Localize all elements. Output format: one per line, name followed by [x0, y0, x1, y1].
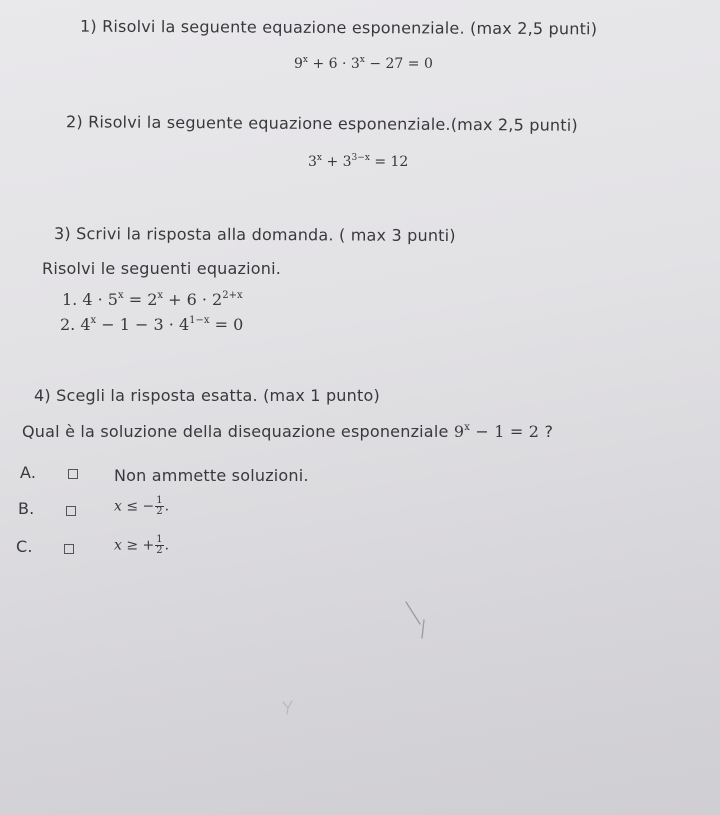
pencil-mark	[280, 698, 296, 718]
option-c-expression: x ≥ + $\frac{1}{2}$ .	[114, 534, 170, 556]
option-a-checkbox[interactable]	[68, 469, 78, 479]
question-2-heading: 2) Risolvi la seguente equazione esponenziale.(max 2,5 punti)	[65, 112, 578, 135]
question-1-heading: 1) Risolvi la seguente equazione esponenziale. (max 2,5 punti)	[79, 16, 598, 39]
option-a-text: Non ammette soluzioni.	[114, 466, 309, 485]
question-2-equation: $3^x + 3^{3-x} = 12$	[308, 153, 409, 170]
option-c-letter: C.	[16, 537, 33, 556]
option-c-checkbox[interactable]	[64, 544, 74, 554]
option-b-expression: x ≤ − $\frac{1}{2}$ .	[114, 495, 170, 517]
question-3-subheading: Risolvi le seguenti equazioni.	[42, 259, 282, 278]
question-1-equation: $9^x + 6 \cdot 3^x - 27 = 0$	[294, 55, 433, 72]
option-a-letter: A.	[20, 463, 37, 482]
question-4-heading: 4) Scegli la risposta esatta. (max 1 punto)	[34, 386, 380, 405]
option-b-checkbox[interactable]	[66, 506, 76, 516]
option-b-letter: B.	[18, 499, 35, 518]
question-4-text: Qual è la soluzione della disequazione esponenziale $9^x - 1 = 2$ ?	[22, 422, 554, 441]
question-3-heading: 3) Scrivi la risposta alla domanda. ( max 3 punti)	[53, 223, 456, 246]
pencil-scribble	[400, 598, 440, 642]
question-3-item-2: 2. $4^x - 1 - 3 \cdot 4^{1-x} = 0$	[60, 315, 244, 334]
question-3-item-1: 1. $4 \cdot 5^x = 2^x + 6 \cdot 2^{2+x}$	[62, 290, 243, 309]
